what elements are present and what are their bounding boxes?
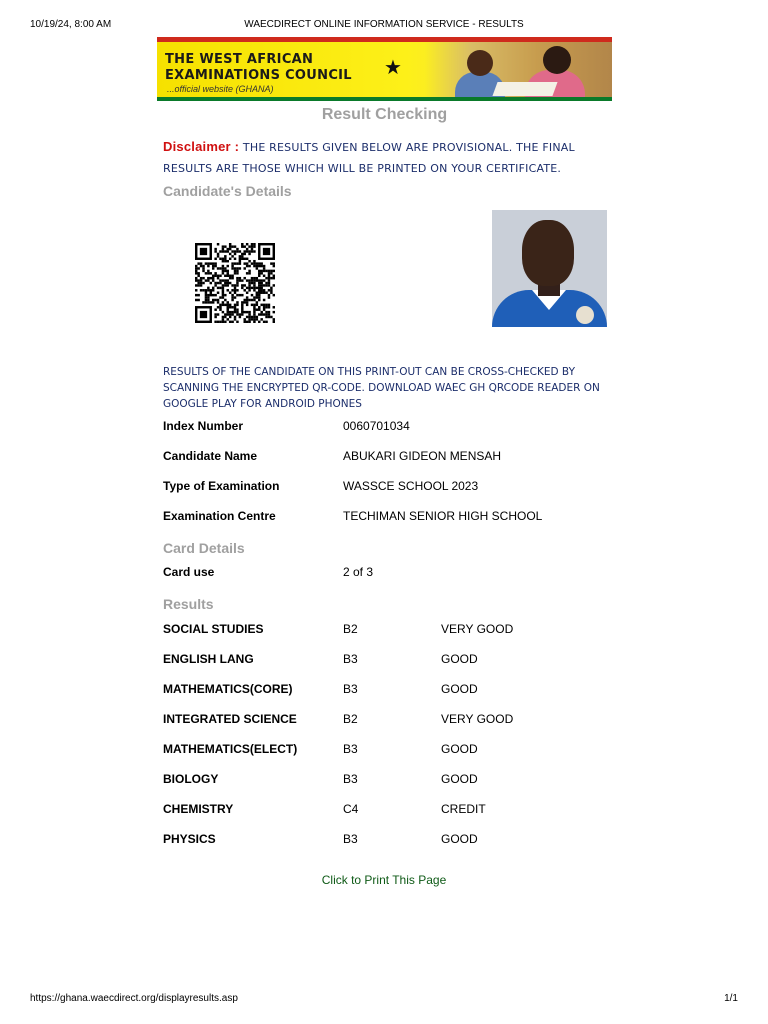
page-title: Result Checking — [321, 106, 448, 123]
subject-name: PHYSICS — [163, 832, 216, 846]
candidate-photo — [492, 210, 607, 327]
subject-name: ENGLISH LANG — [163, 652, 254, 666]
subject-name: MATHEMATICS(CORE) — [163, 682, 293, 696]
print-page-link[interactable]: Click to Print This Page — [321, 873, 447, 887]
detail-row-index-number — [163, 419, 608, 435]
result-row — [163, 772, 608, 788]
paper-sheet — [492, 82, 557, 96]
banner-subtitle: ...official website (GHANA) — [167, 84, 274, 94]
student-head — [467, 50, 493, 76]
subject-name: MATHEMATICS(ELECT) — [163, 742, 298, 756]
subject-remark: VERY GOOD — [441, 712, 514, 726]
subject-remark: GOOD — [441, 832, 478, 846]
print-datetime: 10/19/24, 8:00 AM — [30, 19, 112, 30]
print-header — [30, 19, 738, 33]
disclaimer-separator: : — [230, 139, 243, 154]
detail-value: WASSCE SCHOOL 2023 — [343, 479, 479, 493]
print-url: https://ghana.waecdirect.org/displayresults.asp — [30, 993, 238, 1004]
subject-remark: GOOD — [441, 742, 478, 756]
print-footer — [30, 993, 738, 1007]
detail-value: TECHIMAN SENIOR HIGH SCHOOL — [343, 509, 543, 523]
disclaimer-label: Disclaimer — [163, 139, 231, 154]
result-row — [163, 622, 608, 638]
subject-grade: B3 — [343, 682, 358, 696]
detail-row-candidate-name — [163, 449, 608, 465]
detail-label: Type of Examination — [163, 479, 280, 493]
banner-title-line1: THE WEST AFRICAN — [165, 52, 314, 67]
subject-grade: B3 — [343, 742, 358, 756]
detail-label: Examination Centre — [163, 509, 276, 523]
qr-finder-pattern — [263, 248, 270, 255]
result-row — [163, 712, 608, 728]
photo-head — [522, 220, 574, 286]
banner-green-stripe — [157, 97, 612, 101]
print-page-count: 1/1 — [724, 993, 738, 1004]
students-image — [425, 42, 612, 97]
qr-code — [195, 243, 275, 323]
result-row — [163, 832, 608, 848]
detail-label: Index Number — [163, 419, 244, 433]
subject-grade: B2 — [343, 622, 358, 636]
subject-remark: GOOD — [441, 652, 478, 666]
subject-grade: B3 — [343, 772, 358, 786]
result-row — [163, 802, 608, 818]
subject-name: BIOLOGY — [163, 772, 219, 786]
star-icon: ★ — [384, 57, 402, 79]
subject-remark: VERY GOOD — [441, 622, 514, 636]
disclaimer-text: THE RESULTS GIVEN BELOW ARE PROVISIONAL. THE FINAL RESULTS ARE THOSE WHICH WILL BE PRINTED ON YOUR CERTIFICATE. — [163, 141, 575, 175]
qr-instructions: RESULTS OF THE CANDIDATE ON THIS PRINT-OUT CAN BE CROSS-CHECKED BY SCANNING THE ENCRYPTED QR-CODE. DOWNLOAD WAEC GH QRCODE READER ON GOOGLE PLAY FOR ANDROID PHONES — [163, 366, 600, 410]
subject-grade: C4 — [343, 802, 359, 816]
detail-row-card-use — [163, 565, 608, 581]
qr-code-graphic — [195, 243, 275, 323]
candidate-details-heading: Candidate's Details — [163, 183, 292, 199]
subject-name: INTEGRATED SCIENCE — [163, 712, 297, 726]
subject-name: SOCIAL STUDIES — [163, 622, 264, 636]
result-row — [163, 652, 608, 668]
disclaimer — [163, 136, 608, 179]
result-row — [163, 742, 608, 758]
subject-name: CHEMISTRY — [163, 802, 234, 816]
qr-finder-pattern — [200, 248, 207, 255]
results-heading: Results — [163, 596, 214, 612]
waec-banner — [157, 37, 612, 101]
subject-remark: GOOD — [441, 682, 478, 696]
student-head — [543, 46, 571, 74]
card-details-heading: Card Details — [163, 540, 245, 556]
detail-value: ABUKARI GIDEON MENSAH — [343, 449, 502, 463]
result-row — [163, 682, 608, 698]
school-badge-icon — [576, 306, 594, 324]
detail-value: 0060701034 — [343, 419, 410, 433]
detail-label: Candidate Name — [163, 449, 258, 463]
subject-grade: B2 — [343, 712, 358, 726]
card-use-label: Card use — [163, 565, 215, 579]
subject-remark: GOOD — [441, 772, 478, 786]
detail-row-exam-centre — [163, 509, 608, 525]
card-use-value: 2 of 3 — [343, 565, 374, 579]
subject-remark: CREDIT — [441, 802, 486, 816]
subject-grade: B3 — [343, 652, 358, 666]
detail-row-exam-type — [163, 479, 608, 495]
qr-finder-pattern — [200, 311, 207, 318]
print-page-title: WAECDIRECT ONLINE INFORMATION SERVICE - RESULTS — [244, 19, 524, 30]
banner-title-line2: EXAMINATIONS COUNCIL — [165, 68, 352, 83]
subject-grade: B3 — [343, 832, 358, 846]
